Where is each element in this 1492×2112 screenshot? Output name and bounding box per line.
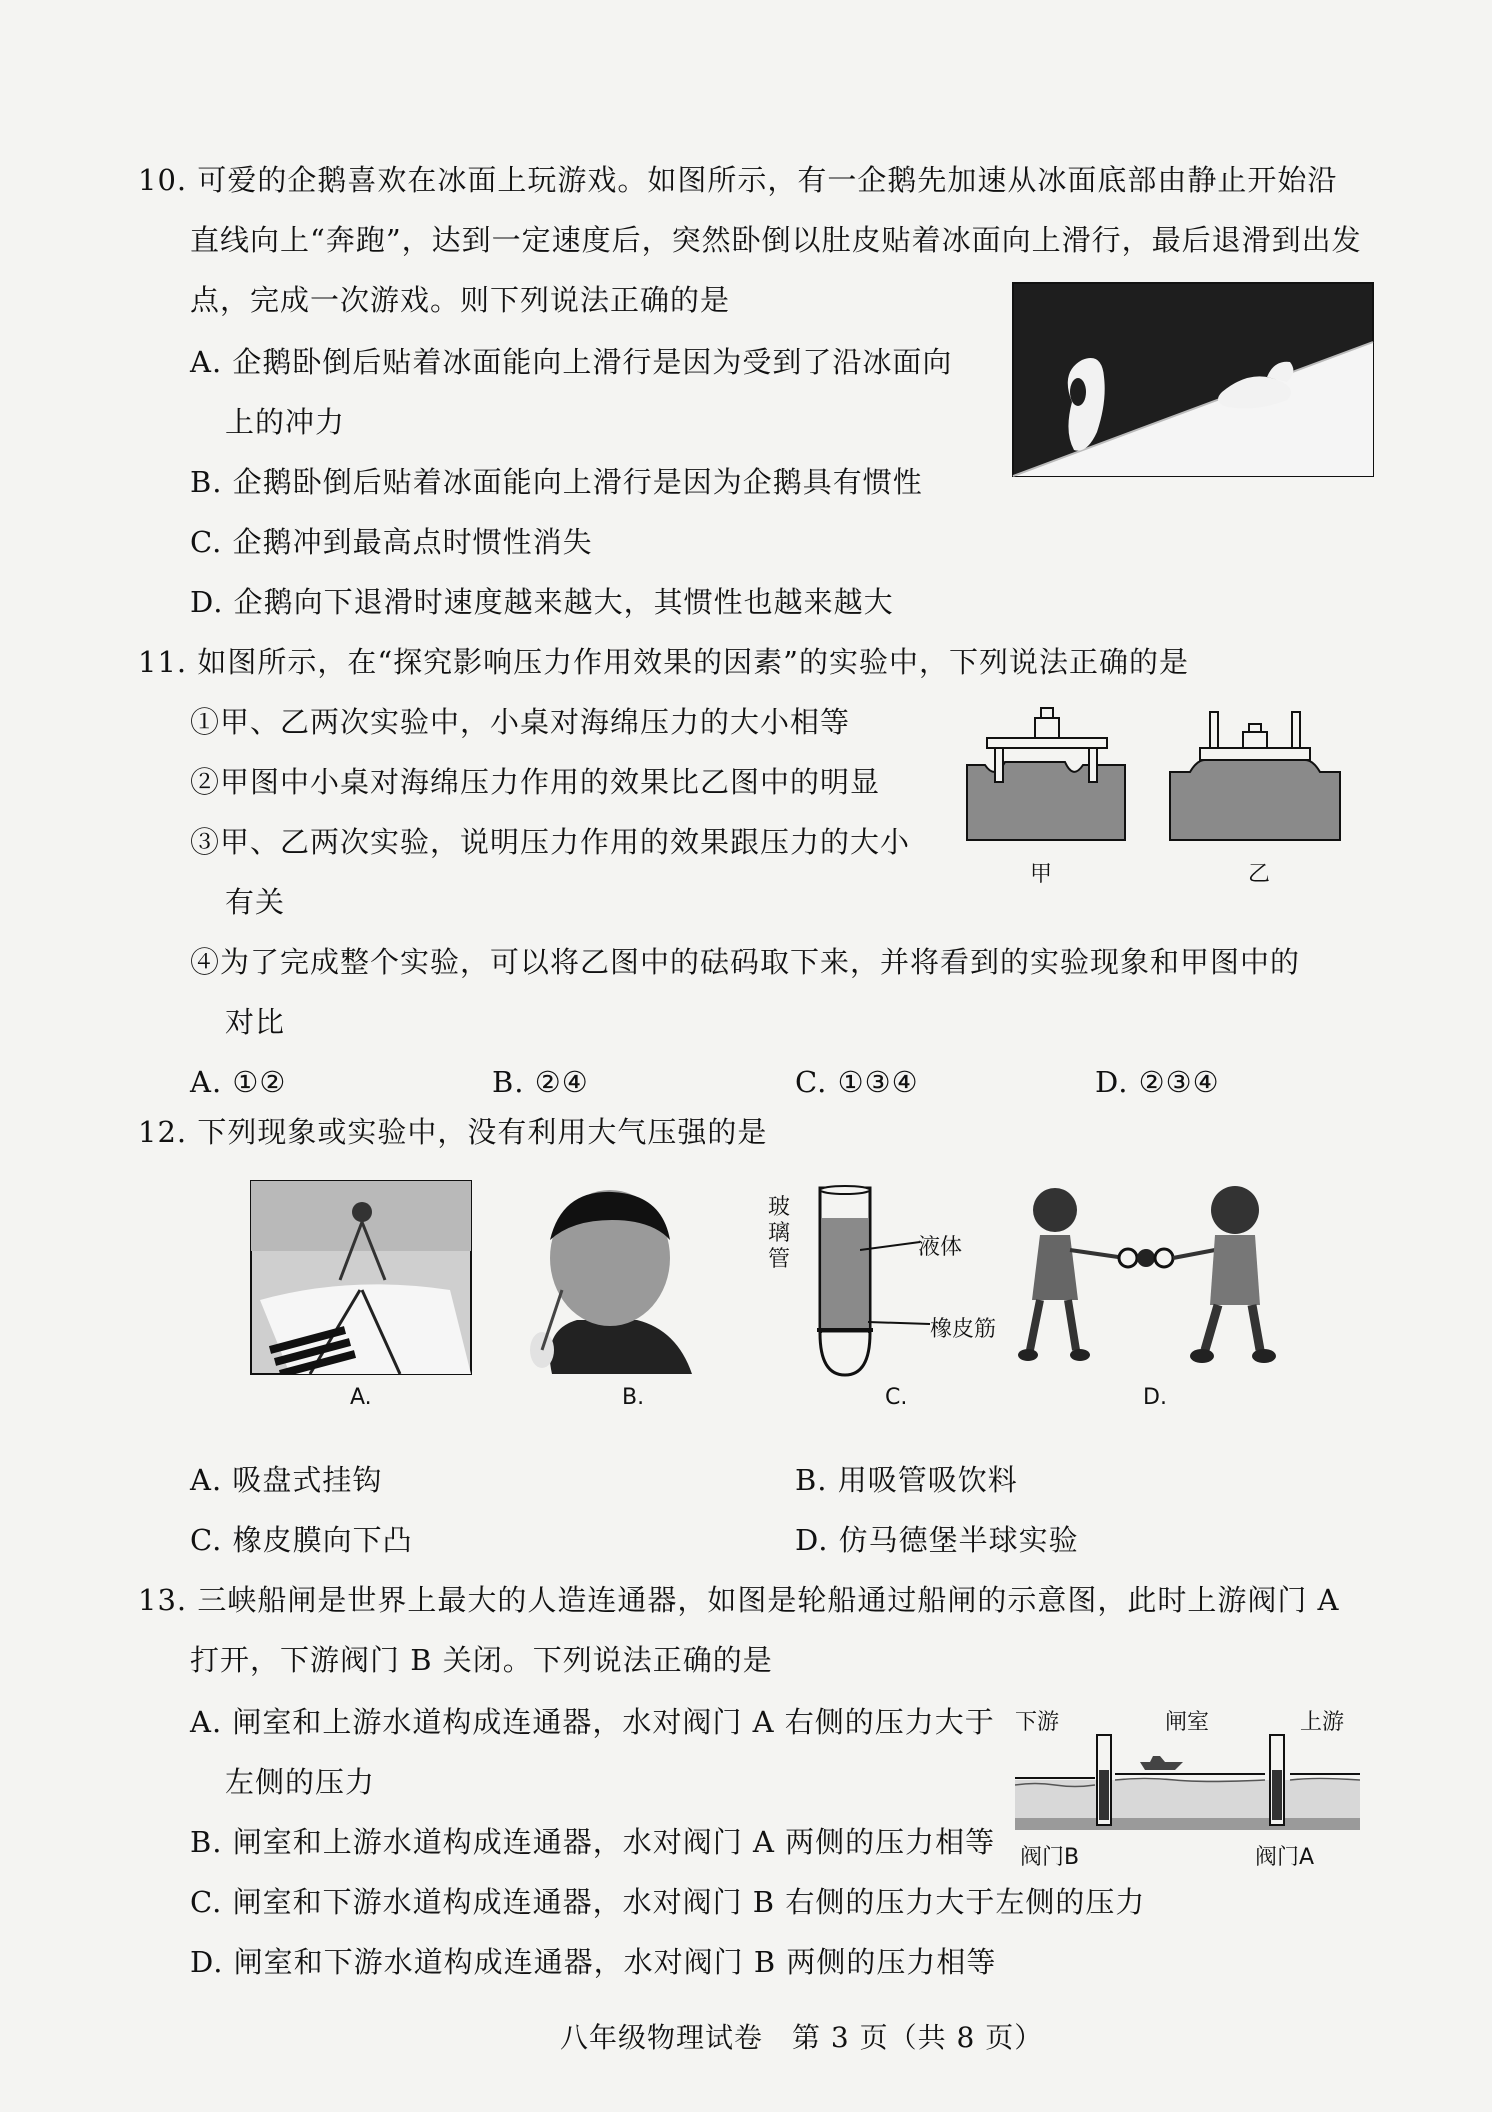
q13-stem-line1: 13. 三峡船闸是世界上最大的人造连通器，如图是轮船通过船闸的示意图，此时上游阀门 A [138,1583,1340,1617]
q13-fig-downstream-label: 下游 [1015,1710,1060,1735]
q11-item2: ②甲图中小桌对海绵压力作用的效果比乙图中的明显 [190,765,881,799]
q12-fig-label-d: D. [1143,1385,1167,1410]
q12-fig-c-leader-lines [860,1230,950,1330]
q12-fig-d-magdeburg [1010,1180,1280,1380]
q10-stem-line2: 直线向上“奔跑”，达到一定速度后，突然卧倒以肚皮贴着冰面向上滑行，最后退滑到出发 [190,223,1362,257]
q12-fig-label-c: C. [885,1385,908,1410]
q13-option-b: B. 闸室和上游水道构成连通器，水对阀门 A 两侧的压力相等 [190,1825,996,1859]
q12-fig-a-suction-hook [250,1180,472,1375]
q12-option-c: C. 橡皮膜向下凸 [190,1523,413,1557]
q11-option-b: B. ②④ [492,1065,589,1099]
q12-fig-c-rubber-label: 橡皮筋 [930,1317,997,1342]
q10-penguin-figure [1012,282,1374,477]
sponge-jia-diagram [967,708,1125,840]
page-footer: 八年级物理试卷 第 3 页（共 8 页） [560,2021,1044,2054]
q10-option-d: D. 企鹅向下退滑时速度越来越大，其惯性也越来越大 [190,585,894,619]
q11-item3-line1: ③甲、乙两次实验，说明压力作用的效果跟压力的大小 [190,825,911,859]
q10-option-a-line2: 上的冲力 [225,405,346,439]
q13-option-d: D. 闸室和下游水道构成连通器，水对阀门 B 两侧的压力相等 [190,1945,997,1979]
q12-stem: 12. 下列现象或实验中，没有利用大气压强的是 [138,1115,768,1149]
q11-item4-line2: 对比 [225,1005,286,1039]
q10-option-a-line1: A. 企鹅卧倒后贴着冰面能向上滑行是因为受到了沿冰面向 [190,345,953,379]
q11-stem: 11. 如图所示，在“探究影响压力作用效果的因素”的实验中，下列说法正确的是 [138,645,1189,679]
q13-option-c: C. 闸室和下游水道构成连通器，水对阀门 B 右侧的压力大于左侧的压力 [190,1885,1146,1919]
q12-option-b: B. 用吸管吸饮料 [795,1463,1018,1497]
q11-option-d: D. ②③④ [1095,1065,1220,1099]
q11-fig-label-yi: 乙 [1248,862,1271,887]
q13-fig-chamber-label: 闸室 [1165,1710,1210,1735]
q11-fig-label-jia: 甲 [1030,862,1053,887]
sponge-yi-diagram [1170,712,1340,840]
q13-fig-valve-b-label: 阀门B [1020,1845,1080,1870]
q11-item3-line2: 有关 [225,885,286,919]
q11-item1: ①甲、乙两次实验中，小桌对海绵压力的大小相等 [190,705,851,739]
q11-item4-line1: ④为了完成整个实验，可以将乙图中的砝码取下来，并将看到的实验现象和甲图中的 [190,945,1301,979]
q12-fig-b-drinking-straw [502,1180,714,1375]
q12-option-a: A. 吸盘式挂钩 [190,1463,383,1497]
q12-fig-c-tube-label: 玻璃管 [768,1195,791,1272]
q13-fig-upstream-label: 上游 [1300,1710,1345,1735]
q12-fig-label-b: B. [622,1385,645,1410]
q10-option-c: C. 企鹅冲到最高点时惯性消失 [190,525,593,559]
q13-stem-line2: 打开，下游阀门 B 关闭。下列说法正确的是 [190,1643,773,1677]
q12-fig-c-liquid-label: 液体 [918,1235,963,1260]
q11-option-a: A. ①② [190,1065,287,1099]
q12-option-d: D. 仿马德堡半球实验 [795,1523,1079,1557]
q10-option-b: B. 企鹅卧倒后贴着冰面能向上滑行是因为企鹅具有惯性 [190,465,923,499]
q12-fig-label-a: A. [350,1385,372,1410]
q10-stem-line1: 10. 可爱的企鹅喜欢在冰面上玩游戏。如图所示，有一企鹅先加速从冰面底部由静止开始沿 [138,163,1338,197]
q11-sponge-figure [965,700,1365,850]
q13-ship-lock-figure [1015,1730,1360,1835]
q11-option-c: C. ①③④ [795,1065,919,1099]
q13-option-a-line2: 左侧的压力 [225,1765,376,1799]
q13-fig-valve-a-label: 阀门A [1255,1845,1315,1870]
q13-option-a-line1: A. 闸室和上游水道构成连通器，水对阀门 A 右侧的压力大于 [190,1705,995,1739]
q10-stem-line3: 点，完成一次游戏。则下列说法正确的是 [190,283,731,317]
